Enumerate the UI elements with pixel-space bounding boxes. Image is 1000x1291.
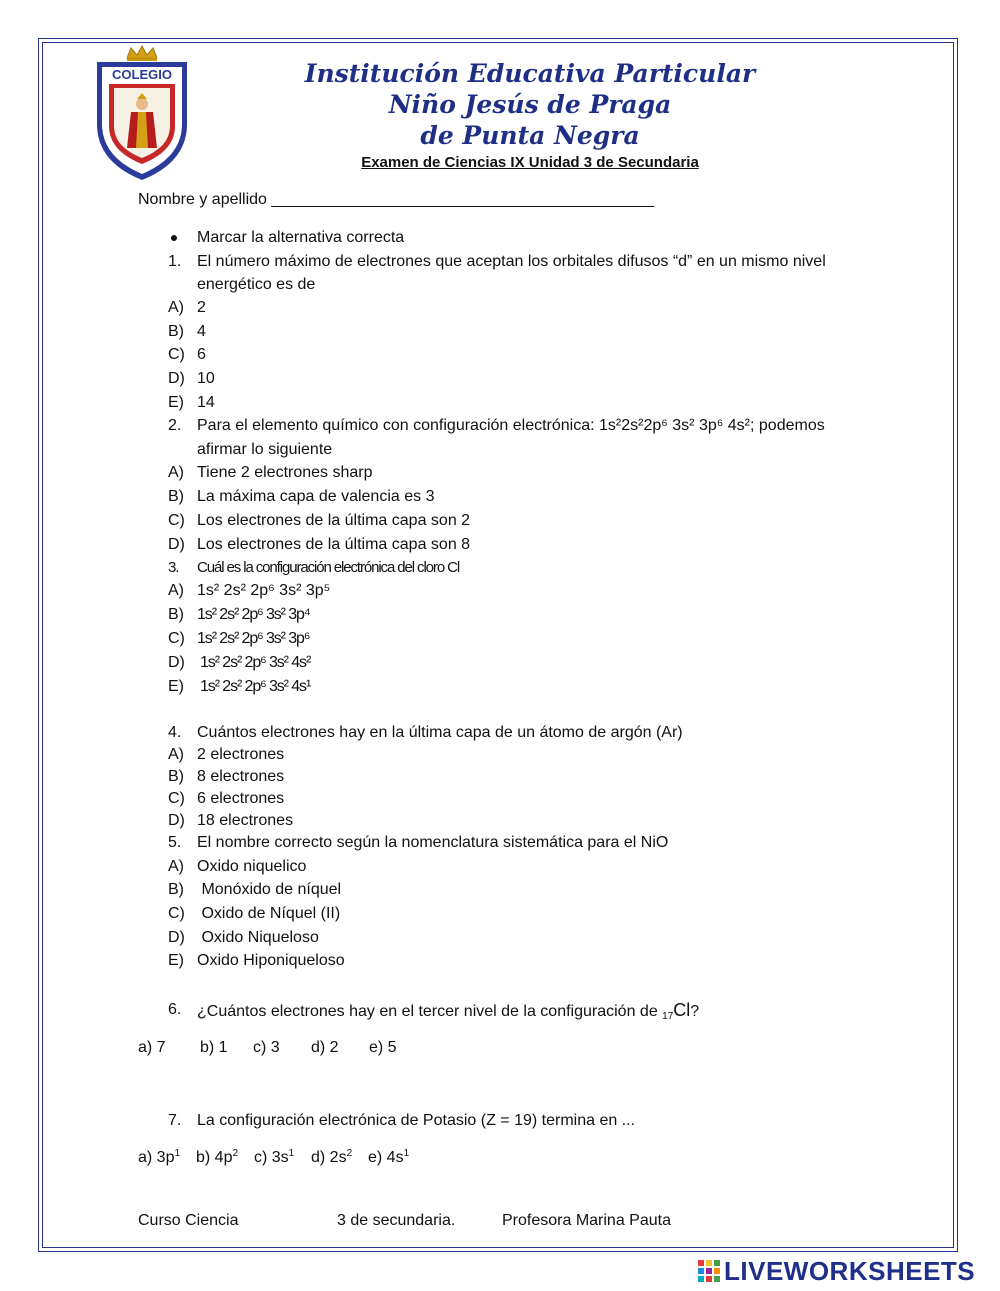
q4-option-letter: D) — [168, 812, 185, 829]
q5-option-letter: A) — [168, 858, 184, 875]
name-field-blank[interactable]: ___________________________________________ — [271, 191, 655, 208]
institution-line-3: de Punta Negra — [420, 121, 640, 150]
q4-option-letter: A) — [168, 746, 184, 763]
q1-option-letter: E) — [168, 394, 184, 411]
q5-option-letter: C) — [168, 905, 185, 922]
crest-colegio-text: COLEGIO — [112, 67, 172, 82]
q1-text-line2: energético es de — [197, 276, 316, 293]
q5-option-a[interactable]: Oxido niquelico — [197, 858, 307, 875]
q7-option-b-label: b) 4p — [196, 1149, 233, 1166]
q7-option-b-sup: 2 — [232, 1148, 239, 1159]
q6-text-end: ? — [690, 1003, 700, 1020]
q4-text: Cuántos electrones hay en la última capa de un átomo de argón (Ar) — [197, 724, 683, 741]
q3-option-a[interactable]: 1s² 2s² 2p⁶ 3s² 3p⁵ — [197, 582, 331, 599]
q5-option-d[interactable]: Oxido Niqueloso — [197, 929, 319, 946]
q2-option-d[interactable]: Los electrones de la última capa son 8 — [197, 536, 471, 553]
q7-option-e-label: e) 4s — [368, 1149, 404, 1166]
q1-option-letter: D) — [168, 370, 185, 387]
q4-option-a[interactable]: 2 electrones — [197, 746, 285, 763]
q2-option-letter: B) — [168, 488, 184, 505]
q1-option-b[interactable]: 4 — [197, 323, 206, 340]
q1-option-d[interactable]: 10 — [197, 370, 215, 387]
q4-option-letter: C) — [168, 790, 185, 807]
q4-option-letter: B) — [168, 768, 184, 785]
q2-option-c[interactable]: Los electrones de la última capa son 2 — [197, 512, 471, 529]
q7-option-d[interactable] — [311, 1148, 352, 1168]
school-crest-logo — [93, 44, 191, 182]
q2-option-a[interactable]: Tiene 2 electrones sharp — [197, 464, 373, 481]
q1-option-letter: C) — [168, 346, 185, 363]
q5-text: El nombre correcto según la nomenclatura sistemática para el NiO — [197, 834, 669, 851]
q2-option-letter: A) — [168, 464, 184, 481]
q6-number: 6. — [168, 1001, 182, 1018]
q1-number: 1. — [168, 253, 182, 270]
q3-option-letter: B) — [168, 606, 184, 623]
q6-subscript: 17 — [662, 1011, 674, 1022]
footer-course: Curso Ciencia — [138, 1212, 239, 1229]
bullet-icon — [171, 235, 177, 241]
q3-text: Cuál es la configuración electrónica del cloro Cl — [197, 559, 460, 576]
q5-option-e[interactable]: Oxido Hiponiqueloso — [197, 952, 345, 969]
exam-title: Examen de Ciencias IX Unidad 3 de Secundaria — [361, 154, 699, 171]
q2-option-b[interactable]: La máxima capa de valencia es 3 — [197, 488, 435, 505]
q3-option-d[interactable]: 1s² 2s² 2p⁶ 3s² 4s² — [200, 654, 311, 671]
q7-option-d-sup: 2 — [346, 1148, 353, 1159]
q6-text-main: ¿Cuántos electrones hay en el tercer nivel de la configuración de — [197, 1003, 663, 1020]
liveworksheets-watermark: LIVEWORKSHEETS — [724, 1256, 976, 1286]
q5-option-b[interactable]: Monóxido de níquel — [197, 881, 342, 898]
liveworksheets-logo-icon — [698, 1260, 720, 1282]
q2-option-letter: D) — [168, 536, 185, 553]
name-field[interactable] — [138, 190, 654, 210]
q3-number: 3. — [168, 559, 179, 576]
q5-option-letter: E) — [168, 952, 184, 969]
name-field-label: Nombre y apellido — [138, 191, 267, 208]
q4-option-b[interactable]: 8 electrones — [197, 768, 285, 785]
q4-option-d[interactable]: 18 electrones — [197, 812, 294, 829]
q2-option-letter: C) — [168, 512, 185, 529]
q3-option-letter: E) — [168, 678, 184, 695]
q4-option-c[interactable]: 6 electrones — [197, 790, 285, 807]
q6-option-b[interactable]: b) 1 — [200, 1039, 228, 1056]
q2-text-line1: Para el elemento químico con configuración electrónica: 1s²2s²2p⁶ 3s² 3p⁶ 4s²; podemos — [197, 417, 825, 434]
q6-option-e[interactable]: e) 5 — [369, 1039, 397, 1056]
q3-option-b[interactable]: 1s² 2s² 2p⁶ 3s² 3p⁴ — [197, 606, 310, 623]
footer-teacher: Profesora Marina Pauta — [502, 1212, 671, 1229]
q6-option-c[interactable]: c) 3 — [253, 1039, 280, 1056]
q3-option-e[interactable]: 1s² 2s² 2p⁶ 3s² 4s¹ — [200, 678, 311, 695]
q1-option-c[interactable]: 6 — [197, 346, 206, 363]
q7-option-e-sup: 1 — [403, 1148, 410, 1159]
q1-option-a[interactable]: 2 — [197, 299, 206, 316]
q7-option-a-label: a) 3p — [138, 1149, 175, 1166]
q1-option-e[interactable]: 14 — [197, 394, 215, 411]
q3-option-letter: C) — [168, 630, 185, 647]
q5-option-letter: D) — [168, 929, 185, 946]
q7-option-a-sup: 1 — [174, 1148, 181, 1159]
q7-option-e[interactable] — [368, 1148, 409, 1168]
q2-number: 2. — [168, 417, 182, 434]
q7-option-c-label: c) 3s — [254, 1149, 289, 1166]
q3-option-letter: A) — [168, 582, 184, 599]
q5-option-c[interactable]: Oxido de Níquel (II) — [197, 905, 341, 922]
q7-text: La configuración electrónica de Potasio (Z = 19) termina en ... — [197, 1112, 636, 1129]
q5-option-letter: B) — [168, 881, 184, 898]
q4-number: 4. — [168, 724, 182, 741]
q3-option-letter: D) — [168, 654, 185, 671]
instruction-text: Marcar la alternativa correcta — [197, 229, 405, 246]
institution-line-2: Niño Jesús de Praga — [388, 90, 672, 119]
q1-text-line1: El número máximo de electrones que aceptan los orbitales difusos “d” en un mismo nivel — [197, 253, 826, 270]
q7-option-b[interactable] — [196, 1148, 238, 1168]
q6-text — [197, 1000, 699, 1022]
q3-option-c[interactable]: 1s² 2s² 2p⁶ 3s² 3p⁶ — [197, 630, 310, 647]
q6-option-a[interactable]: a) 7 — [138, 1039, 166, 1056]
q7-number: 7. — [168, 1112, 182, 1129]
q7-option-c[interactable] — [254, 1148, 294, 1168]
q1-option-letter: A) — [168, 299, 184, 316]
q6-element: Cl — [673, 1000, 691, 1020]
q7-option-a[interactable] — [138, 1148, 180, 1168]
q7-option-c-sup: 1 — [288, 1148, 295, 1159]
q6-option-d[interactable]: d) 2 — [311, 1039, 339, 1056]
q2-text-line2: afirmar lo siguiente — [197, 441, 333, 458]
q7-option-d-label: d) 2s — [311, 1149, 347, 1166]
footer-grade: 3 de secundaria. — [337, 1212, 456, 1229]
institution-line-1: Institución Educativa Particular — [304, 59, 756, 88]
q5-number: 5. — [168, 834, 182, 851]
q1-option-letter: B) — [168, 323, 184, 340]
